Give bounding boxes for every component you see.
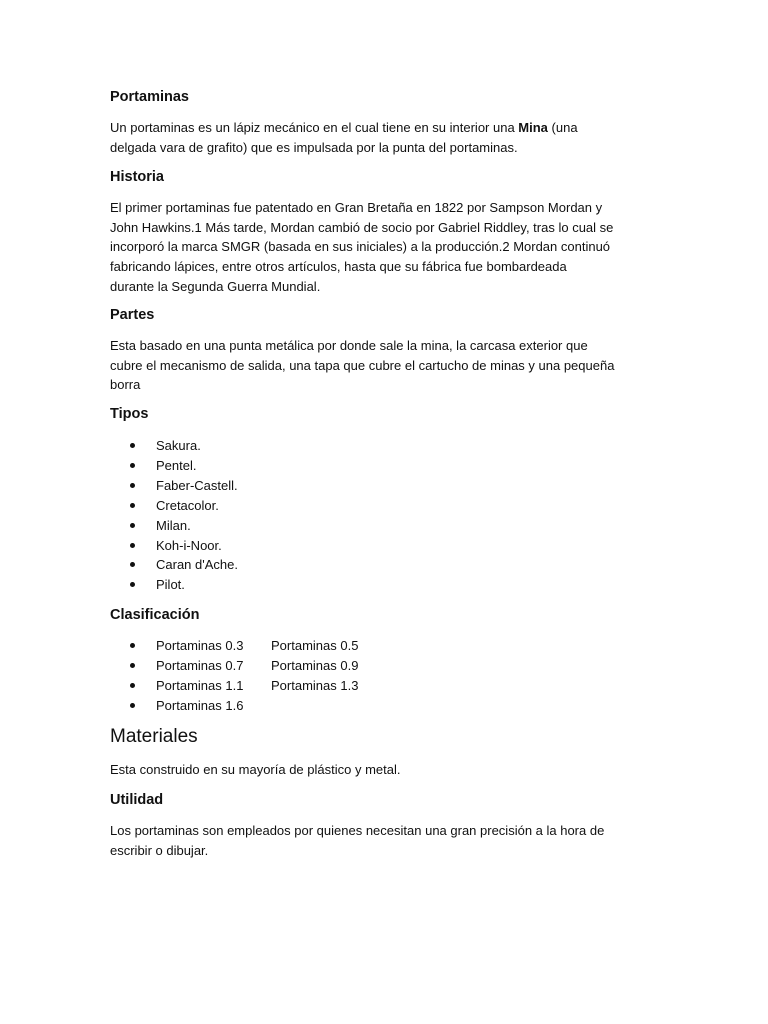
list-item xyxy=(110,516,238,536)
bullet-icon xyxy=(130,503,135,508)
paragraph-line: incorporó la marca SMGR (basada en sus iniciales) a la producción.2 Mordan continuó xyxy=(110,239,611,255)
heading-partes: Partes xyxy=(110,307,155,323)
paragraph-line: delgada vara de grafito) que es impulsada por la punta del portaminas. xyxy=(110,139,518,155)
paragraph-line: Esta construido en su mayoría de plástico y metal. xyxy=(110,762,401,777)
list-item-text: Milan. xyxy=(156,517,191,533)
heading-clasificacion: Clasificación xyxy=(110,607,200,623)
bullet-icon xyxy=(130,543,135,548)
heading-tipos: Tipos xyxy=(110,406,149,422)
bullet-icon xyxy=(130,663,135,668)
bullet-icon xyxy=(130,463,135,468)
list-item xyxy=(110,436,238,456)
bold-term-mina: Mina xyxy=(518,120,548,135)
bullet-icon xyxy=(130,483,135,488)
bullet-icon xyxy=(130,643,135,648)
paragraph-materiales xyxy=(110,760,400,780)
paragraph-line: John Hawkins.1 Más tarde, Mordan cambió de socio por Gabriel Riddley, tras lo cual se xyxy=(110,219,614,235)
list-item xyxy=(110,476,238,496)
list-tipos xyxy=(110,436,238,595)
list-item xyxy=(110,555,238,575)
paragraph-partes xyxy=(110,336,614,395)
paragraph-line xyxy=(110,118,578,138)
list-item-text: Pilot. xyxy=(156,577,185,593)
paragraph-line: durante la Segunda Guerra Mundial. xyxy=(110,278,321,294)
list-item-text: Portaminas 1.1 xyxy=(156,677,244,693)
paragraph-line: Los portaminas son empleados por quienes necesitan una gran precisión a la hora de xyxy=(110,823,605,838)
paragraph-utilidad xyxy=(110,821,604,860)
list-item xyxy=(110,636,359,656)
bullet-icon xyxy=(130,703,135,708)
list-clasificacion xyxy=(110,636,359,716)
paragraph-portaminas xyxy=(110,118,578,157)
list-item-text: Faber-Castell. xyxy=(156,477,238,493)
list-item-text: Portaminas 0.7 xyxy=(156,657,244,673)
paragraph-historia xyxy=(110,198,613,297)
paragraph-line: borra xyxy=(110,377,141,393)
heading-historia: Historia xyxy=(110,169,164,185)
list-item-second-column: Portaminas 0.9 xyxy=(271,657,359,673)
heading-utilidad: Utilidad xyxy=(110,792,164,808)
heading-portaminas: Portaminas xyxy=(110,89,189,105)
list-item-text: Koh-i-Noor. xyxy=(156,537,222,553)
bullet-icon xyxy=(130,582,135,587)
list-item xyxy=(110,676,359,696)
text-run: (una xyxy=(547,120,578,135)
paragraph-line: escribir o dibujar. xyxy=(110,842,209,858)
text-run: Un portaminas es un lápiz mecánico en el cual tiene en su interior una xyxy=(110,120,519,135)
heading-materiales: Materiales xyxy=(110,726,198,747)
list-item xyxy=(110,656,359,676)
bullet-icon xyxy=(130,562,135,567)
list-item-text: Portaminas 0.3 xyxy=(156,638,244,653)
bullet-icon xyxy=(130,523,135,528)
paragraph-line: Esta basado en una punta metálica por donde sale la mina, la carcasa exterior que xyxy=(110,338,588,353)
list-item-text: Caran d'Ache. xyxy=(156,557,238,573)
list-item-text: Pentel. xyxy=(156,457,197,473)
list-item xyxy=(110,456,238,476)
paragraph-line: El primer portaminas fue patentado en Gran Bretaña en 1822 por Sampson Mordan y xyxy=(110,200,603,215)
list-item xyxy=(110,496,238,516)
list-item xyxy=(110,536,238,556)
list-item-second-column: Portaminas 0.5 xyxy=(271,638,359,653)
list-item-text: Cretacolor. xyxy=(156,497,219,513)
list-item-text: Portaminas 1.6 xyxy=(156,697,244,713)
list-item-second-column: Portaminas 1.3 xyxy=(271,677,359,693)
paragraph-line: fabricando lápices, entre otros artículos, hasta que su fábrica fue bombardeada xyxy=(110,259,567,275)
list-item xyxy=(110,575,238,595)
bullet-icon xyxy=(130,683,135,688)
list-item xyxy=(110,696,243,716)
bullet-icon xyxy=(130,443,135,448)
list-item-text: Sakura. xyxy=(156,438,201,453)
paragraph-line: cubre el mecanismo de salida, una tapa que cubre el cartucho de minas y una pequeña xyxy=(110,357,615,373)
